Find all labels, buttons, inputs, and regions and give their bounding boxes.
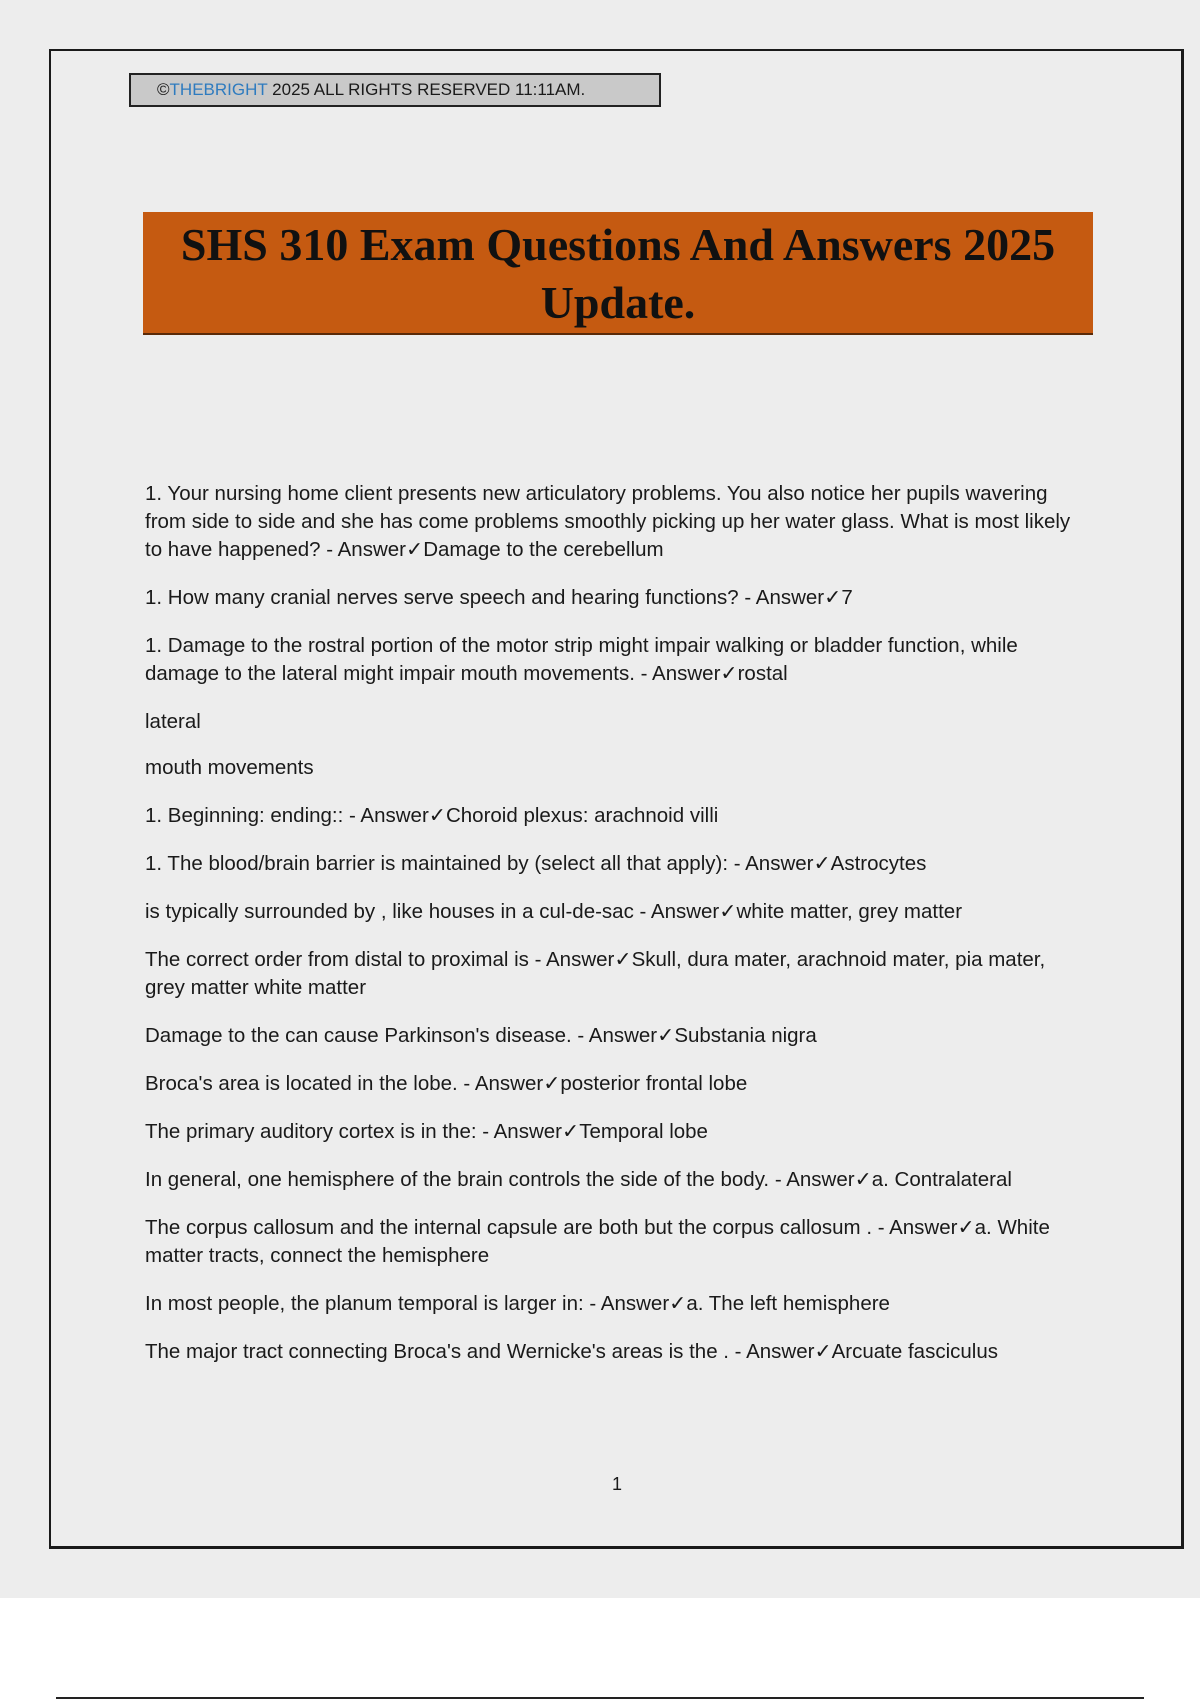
- check-icon: ✓: [957, 1216, 975, 1239]
- check-icon: ✓: [657, 1024, 675, 1047]
- check-icon: ✓: [814, 1340, 832, 1363]
- qa-item: [145, 1214, 1080, 1270]
- question-text: 1. The blood/brain barrier is maintained by (select all that apply): - Answer: [145, 852, 814, 875]
- question-text: The correct order from distal to proximal is - Answer: [145, 948, 615, 971]
- page-number: 1: [611, 1474, 622, 1494]
- answer-text: Astrocytes: [830, 852, 927, 875]
- copyright-banner: [129, 73, 661, 107]
- answer-text: Choroid plexus: arachnoid villi: [445, 804, 719, 827]
- check-icon: ✓: [614, 948, 632, 971]
- question-text: is typically surrounded by , like houses in a cul-de-sac - Answer: [145, 900, 720, 923]
- rights-text: 2025 ALL RIGHTS RESERVED 11:11AM.: [267, 80, 586, 99]
- qa-list: [145, 480, 1080, 1386]
- answer-text: posterior frontal lobe: [560, 1072, 748, 1095]
- check-icon: ✓: [824, 586, 842, 609]
- answer-continuation: mouth movements: [145, 756, 314, 779]
- check-icon: ✓: [813, 852, 831, 875]
- copyright-symbol: ©: [157, 80, 170, 99]
- qa-item: [145, 1166, 1080, 1194]
- check-icon: ✓: [428, 804, 446, 827]
- check-icon: ✓: [720, 662, 738, 685]
- answer-text: a. Contralateral: [871, 1168, 1012, 1191]
- answer-text: Damage to the cerebellum: [423, 538, 664, 561]
- qa-item: [145, 1118, 1080, 1146]
- check-icon: ✓: [854, 1168, 872, 1191]
- check-icon: ✓: [406, 538, 424, 561]
- title-line-1: SHS 310 Exam Questions And Answers 2025: [180, 219, 1056, 270]
- answer-text: Temporal lobe: [579, 1120, 708, 1143]
- qa-item: [145, 632, 1080, 688]
- qa-item: [145, 1338, 1080, 1366]
- qa-item: [145, 850, 1080, 878]
- check-icon: ✓: [562, 1120, 580, 1143]
- qa-item: [145, 480, 1080, 564]
- question-text: 1. How many cranial nerves serve speech and hearing functions? - Answer: [145, 586, 825, 609]
- qa-item: [145, 1070, 1080, 1098]
- question-text: In general, one hemisphere of the brain controls the side of the body. - Answer: [145, 1168, 855, 1191]
- answer-continuation: lateral: [145, 710, 201, 733]
- check-icon: ✓: [543, 1072, 561, 1095]
- answer-text: rostal: [737, 662, 788, 685]
- question-text: Broca's area is located in the lobe. - Answer: [145, 1072, 544, 1095]
- check-icon: ✓: [669, 1292, 687, 1315]
- bottom-divider: [56, 1697, 1144, 1699]
- qa-item: [145, 584, 1080, 612]
- answer-text: Arcuate fasciculus: [831, 1340, 998, 1363]
- question-text: 1. Beginning: ending:: - Answer: [145, 804, 429, 827]
- question-text: The primary auditory cortex is in the: - Answer: [145, 1120, 562, 1143]
- question-text: The major tract connecting Broca's and Wernicke's areas is the . - Answer: [145, 1340, 815, 1363]
- answer-text: 7: [841, 586, 853, 609]
- document-title: [143, 212, 1093, 335]
- question-text: Damage to the can cause Parkinson's disease. - Answer: [145, 1024, 658, 1047]
- check-icon: ✓: [719, 900, 737, 923]
- question-text: 1. Damage to the rostral portion of the motor strip might impair walking or bladder function, while damage to the lateral might impair mouth movements. - Answer: [145, 634, 1018, 685]
- answer-text: a. The left hemisphere: [686, 1292, 890, 1315]
- brand-name: THEBRIGHT: [169, 80, 268, 99]
- question-text: The corpus callosum and the internal capsule are both but the corpus callosum . - Answer: [145, 1216, 958, 1239]
- answer-text: Substania nigra: [674, 1024, 817, 1047]
- qa-item: [145, 1290, 1080, 1318]
- answer-text: white matter, grey matter: [736, 900, 963, 923]
- qa-item: [145, 802, 1080, 830]
- qa-item: [145, 946, 1080, 1002]
- question-text: In most people, the planum temporal is larger in: - Answer: [145, 1292, 670, 1315]
- qa-item: [145, 1022, 1080, 1050]
- qa-item: [145, 898, 1080, 926]
- question-text: 1. Your nursing home client presents new articulatory problems. You also notice her pupils wavering from side to side and she has come problems smoothly picking up her water glass. What is most likely to have happened? - Answer: [145, 482, 1071, 561]
- title-line-2: Update.: [540, 277, 696, 328]
- answer-text: Skull, dura mater, arachnoid mater, pia mater, grey matter white matter: [145, 948, 1046, 999]
- answer-text: a. White matter tracts, connect the hemisphere: [145, 1216, 1050, 1267]
